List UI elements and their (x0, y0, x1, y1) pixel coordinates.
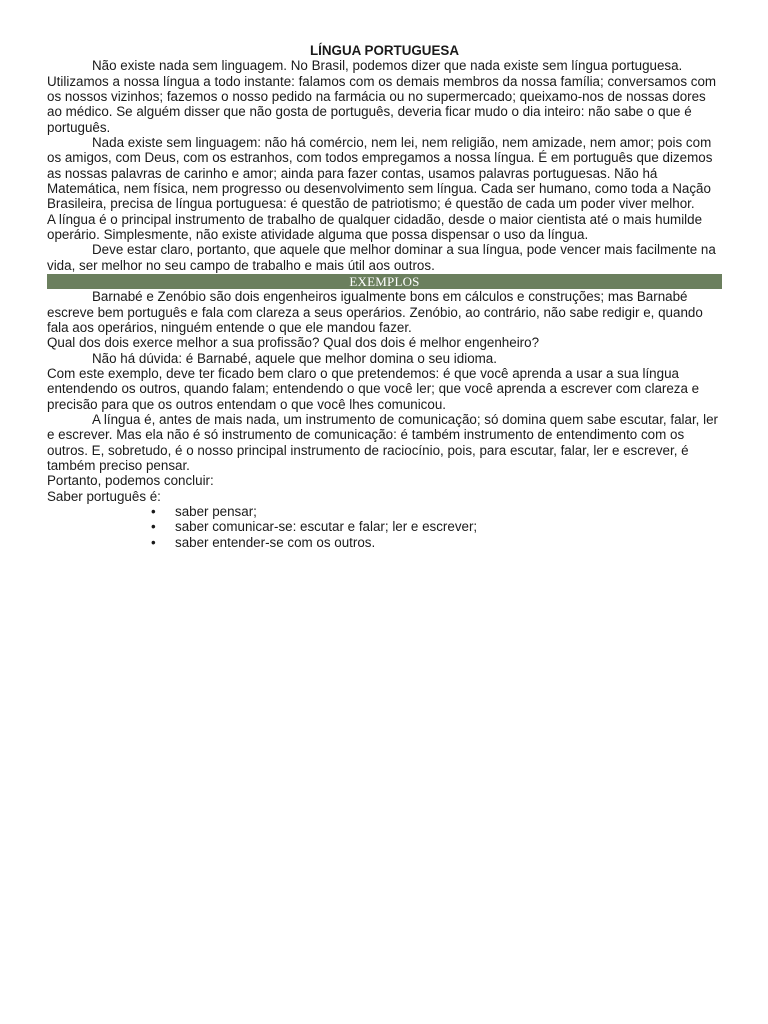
section-heading-exemplos: EXEMPLOS (47, 274, 722, 289)
paragraph-intro-3: A língua é o principal instrumento de trabalho de qualquer cidadão, desde o maior cientista até o mais humilde operário. Simplesmente, não existe atividade alguma que possa dispensar o uso da língua. (47, 211, 703, 243)
paragraph-intro-4: Deve estar claro, portanto, que aquele que melhor dominar a sua língua, pode vencer mais facilmente na vida, ser melhor no seu campo de trabalho e mais útil aos outros. (47, 242, 716, 273)
list-item-text: saber comunicar-se: escutar e falar; ler e escrever; (175, 519, 478, 535)
paragraph-example-4: Com este exemplo, deve ter ficado bem claro o que pretendemos: é que você aprenda a usar a sua língua entendendo os outros, quando falam; entendendo o que você ler; que você aprenda a escrever com clareza e precisão para que os outros entendam o que você lhes comunicou. (47, 365, 700, 412)
paragraph-example-5: A língua é, antes de mais nada, um instrumento de comunicação; só domina quem sabe escutar, falar, ler e escrever. Mas ela não é só instrumento de comunicação: é também instrumento de entendimento com os outros. E, sobretudo, é o nosso principal instrumento de raciocínio, pois, para escutar, falar, ler e escrever, é também preciso pensar. (47, 411, 718, 473)
bullet-icon: • (151, 519, 156, 535)
paragraph-example-1: Barnabé e Zenóbio são dois engenheiros igualmente bons em cálculos e construções; mas Barnabé escreve bem português e fala com clareza a seus operários. Zenóbio, ao contrário, não sabe redigir e, quando fala aos operários, ninguém entende o que ele mandou fazer. (47, 289, 703, 335)
paragraph-example-7: Saber português é: (47, 488, 161, 504)
list-item (47, 504, 722, 519)
bullet-icon: • (151, 534, 156, 550)
paragraph-intro-1: Não existe nada sem linguagem. No Brasil, podemos dizer que nada existe sem língua portuguesa. Utilizamos a nossa língua a todo instante: falamos com os demais membros da nossa família; conversamos com os nossos vizinhos; fazemos o nosso pedido na farmácia ou no supermercado; queixamo-nos de nossas dores ao médico. Se alguém disser que não gosta de português, deveria ficar mudo o dia inteiro: não sabe o que é português. (47, 58, 717, 135)
paragraph-example-2: Qual dos dois exerce melhor a sua profissão? Qual dos dois é melhor engenheiro? (47, 335, 540, 351)
paragraph-intro-2: Nada existe sem linguagem: não há comércio, nem lei, nem religião, nem amizade, nem amor; pois com os amigos, com Deus, com os estranhos, com todos empregamos a nossa língua. É em português que dizemos as nossas palavras de carinho e amor; ainda para fazer contas, usamos palavras portuguesas. Não há Matemática, nem física, nem progresso ou desenvolvimento sem língua. Cada ser humano, como toda a Nação Brasileira, precisa de língua portuguesa: é questão de patriotismo; é questão de cada um poder viver melhor. (47, 135, 713, 212)
paragraph-example-3: Não há dúvida: é Barnabé, aquele que melhor domina o seu idioma. (92, 350, 497, 366)
document-title: LÍNGUA PORTUGUESA (309, 43, 460, 58)
bullet-list (47, 504, 722, 550)
list-item (47, 519, 722, 534)
list-item (47, 535, 722, 550)
paragraph-example-6: Portanto, podemos concluir: (47, 473, 214, 489)
document-page (47, 43, 722, 550)
list-item-text: saber entender-se com os outros. (175, 534, 376, 550)
bullet-icon: • (151, 503, 156, 519)
list-item-text: saber pensar; (175, 503, 257, 519)
